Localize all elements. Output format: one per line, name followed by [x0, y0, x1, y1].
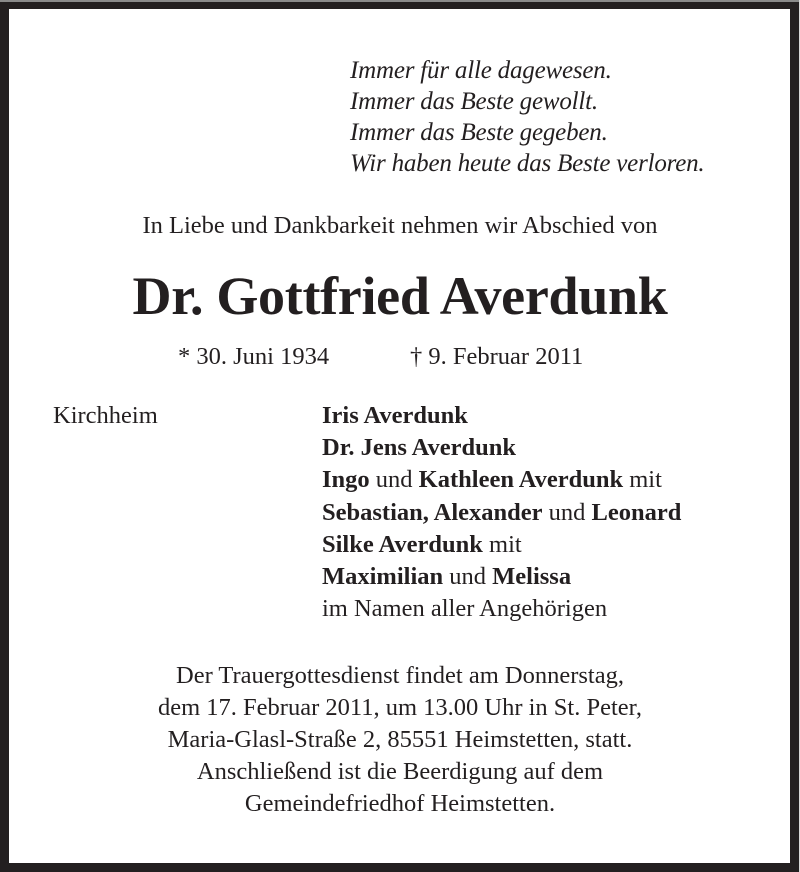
- mourner-line: [322, 561, 681, 593]
- mourner-line: [322, 593, 681, 625]
- connector-text: mit: [482, 530, 522, 558]
- mourner-name: Sebastian, Alexander: [322, 498, 543, 526]
- poem-line: Immer für alle dagewesen.: [350, 57, 612, 84]
- connector-text: und: [542, 498, 592, 526]
- mourner-name: Maximilian: [322, 563, 444, 591]
- deceased-name: Dr. Gottfried Averdunk: [132, 266, 668, 326]
- mourner-line: [322, 432, 681, 464]
- farewell-intro: In Liebe und Dankbarkeit nehmen wir Abschied von: [142, 212, 658, 239]
- mourner-name: Dr. Jens Averdunk: [322, 434, 517, 462]
- poem-line: Wir haben heute das Beste verloren.: [350, 150, 705, 177]
- funeral-service-info: [0, 660, 800, 820]
- top-edge-line: [0, 0, 800, 2]
- mourner-name: Melissa: [492, 563, 572, 591]
- relatives-note: im Namen aller Angehörigen: [322, 595, 608, 623]
- connector-text: und: [369, 466, 419, 494]
- mourner-name: Iris Averdunk: [322, 402, 468, 429]
- mourner-name: Ingo: [322, 466, 370, 494]
- connector-text: mit: [623, 466, 662, 494]
- mourners-list: [322, 400, 681, 625]
- poem-line: Immer das Beste gegeben.: [350, 119, 608, 146]
- poem-line: Immer das Beste gewollt.: [350, 88, 598, 115]
- birth-date: * 30. Juni 1934: [178, 343, 330, 370]
- death-date: † 9. Februar 2011: [410, 343, 584, 370]
- service-line: Gemeindefriedhof Heimstetten.: [244, 790, 556, 817]
- mourner-line: [322, 400, 681, 432]
- service-line: Anschließend ist die Beerdigung auf dem: [196, 758, 604, 785]
- mourner-line: [322, 464, 681, 496]
- mourner-line: [322, 529, 681, 561]
- connector-text: und: [443, 563, 493, 591]
- mourner-line: [322, 497, 681, 529]
- service-line: dem 17. Februar 2011, um 13.00 Uhr in St. Peter,: [158, 694, 642, 721]
- mourner-name: Leonard: [591, 498, 682, 526]
- mourner-name: Kathleen Averdunk: [418, 466, 624, 494]
- place-name: Kirchheim: [53, 402, 158, 429]
- service-line: Maria-Glasl-Straße 2, 85551 Heimstetten, statt.: [167, 726, 633, 753]
- memorial-poem: [350, 55, 705, 179]
- service-line: Der Trauergottesdienst findet am Donnerstag,: [176, 662, 624, 689]
- mourner-name: Silke Averdunk: [322, 530, 483, 558]
